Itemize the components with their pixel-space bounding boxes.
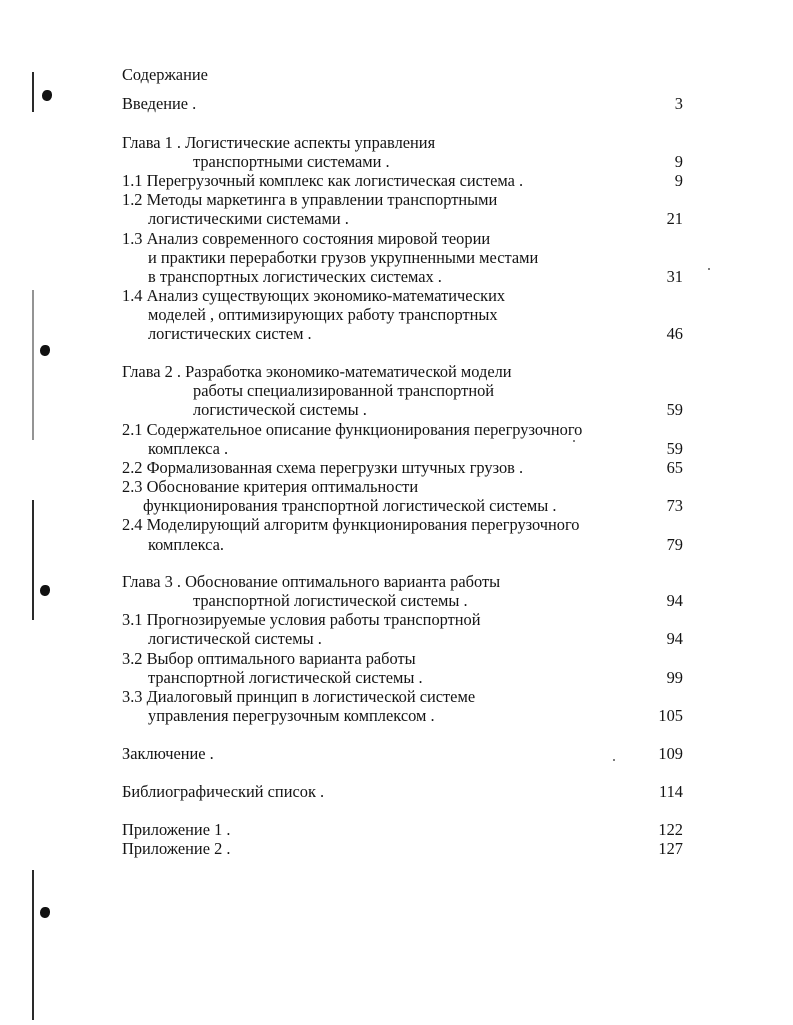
- toc-entry-text: работы специализированной транспортной: [193, 381, 495, 400]
- toc-entry-page: 31: [666, 267, 683, 286]
- scan-edge-line: [32, 870, 34, 1020]
- toc-entry: [143, 496, 683, 515]
- toc-entry: [122, 286, 683, 305]
- toc-entry-text: Заключение .: [122, 744, 214, 763]
- toc-entry-text: транспортными системами .: [193, 152, 390, 171]
- toc-entry: [193, 591, 683, 610]
- toc-entry-page: 65: [666, 458, 683, 477]
- toc-entry-page: 109: [658, 744, 683, 763]
- toc-entry-page: 3: [674, 94, 683, 113]
- toc-title-text: Содержание: [122, 65, 208, 84]
- toc-entry: [148, 324, 683, 343]
- toc-entry: [122, 820, 683, 839]
- toc-chapter-heading: [122, 133, 683, 152]
- toc-entry-text: логистической системы .: [193, 400, 367, 419]
- toc-entry-text: Глава 2 . Разработка экономико-математической модели: [122, 362, 512, 381]
- toc-entry-page: 94: [666, 629, 683, 648]
- toc-entry: [148, 248, 683, 267]
- scan-edge-line: [32, 500, 34, 620]
- punch-hole-mark: [40, 907, 50, 918]
- toc-entry-text: Введение .: [122, 94, 197, 113]
- toc-entry: [122, 94, 683, 113]
- toc-entry-text: логистической системы .: [148, 629, 322, 648]
- toc-entry-page: 79: [666, 535, 683, 554]
- toc-entry-page: 59: [666, 439, 683, 458]
- toc-entry-text: в транспортных логистических системах .: [148, 267, 442, 286]
- toc-entry: [148, 706, 683, 725]
- toc-entry-text: Библиографический список .: [122, 782, 325, 801]
- toc-entry-page: 114: [659, 782, 683, 801]
- toc-entry-text: Приложение 1 .: [122, 820, 231, 839]
- toc-entry-page: 9: [674, 152, 683, 171]
- toc-entry-text: 3.1 Прогнозируемые условия работы транспортной: [122, 610, 481, 629]
- toc-entry-text: 1.1 Перегрузочный комплекс как логистическая система .: [122, 171, 524, 190]
- punch-hole-mark: [40, 345, 50, 356]
- toc-entry-page: 21: [666, 209, 683, 228]
- toc-entry: [148, 535, 683, 554]
- toc-entry: [122, 171, 683, 190]
- toc-entry: [122, 687, 683, 706]
- toc-entry-page: 9: [674, 171, 683, 190]
- toc-entry: [122, 515, 693, 534]
- toc-entry-page: 73: [666, 496, 683, 515]
- toc-entry-text: 2.4 Моделирующий алгоритм функционирования перегрузочного: [122, 515, 580, 534]
- toc-entry-text: 2.2 Формализованная схема перегрузки штучных грузов .: [122, 458, 524, 477]
- toc-entry-text: функционирования транспортной логистической системы .: [143, 496, 557, 515]
- toc-entry-text: Глава 3 . Обоснование оптимального варианта работы: [122, 572, 501, 591]
- toc-entry-text: комплекса.: [148, 535, 225, 554]
- toc-entry-page: 122: [658, 820, 683, 839]
- toc-entry: [122, 190, 683, 209]
- toc-chapter-heading: [122, 572, 683, 591]
- punch-hole-mark: [42, 90, 52, 101]
- toc-entry: [122, 477, 683, 496]
- toc-entry-text: 1.2 Методы маркетинга в управлении транспортными: [122, 190, 498, 209]
- toc-entry: [193, 381, 683, 400]
- toc-entry-page: 99: [666, 668, 683, 687]
- scan-edge-line: [32, 72, 34, 112]
- scan-speck: [708, 268, 710, 270]
- toc-entry-text: Приложение 2 .: [122, 839, 231, 858]
- toc-entry: [148, 209, 683, 228]
- toc-entry: [122, 610, 683, 629]
- toc-entry-text: транспортной логистической системы .: [148, 668, 423, 687]
- toc-entry: [148, 305, 683, 324]
- toc-entry-text: комплекса .: [148, 439, 229, 458]
- toc-entry: [148, 439, 683, 458]
- toc-entry: [122, 229, 683, 248]
- toc-chapter-heading: [122, 362, 683, 381]
- toc-entry: [122, 839, 683, 858]
- toc-entry-page: 59: [666, 400, 683, 419]
- toc-entry: [122, 649, 683, 668]
- toc-entry-text: Глава 1 . Логистические аспекты управления: [122, 133, 436, 152]
- toc-entry: [193, 152, 683, 171]
- toc-entry-text: транспортной логистической системы .: [193, 591, 468, 610]
- toc-title: [122, 65, 683, 84]
- toc-entry: [148, 267, 683, 286]
- toc-entry-text: логистических систем .: [148, 324, 312, 343]
- toc-entry: [148, 668, 683, 687]
- scan-edge-line: [32, 290, 34, 440]
- toc-entry: [122, 458, 683, 477]
- toc-entry-text: и практики переработки грузов укрупненными местами: [148, 248, 539, 267]
- toc-entry-text: логистическими системами .: [148, 209, 349, 228]
- toc-entry: [193, 400, 683, 419]
- toc-entry-text: 3.2 Выбор оптимального варианта работы: [122, 649, 416, 668]
- toc-entry-text: управления перегрузочным комплексом .: [148, 706, 435, 725]
- punch-hole-mark: [40, 585, 50, 596]
- toc-entry: [122, 744, 683, 763]
- toc-entry-page: 105: [658, 706, 683, 725]
- toc-entry-text: моделей , оптимизирующих работу транспортных: [148, 305, 498, 324]
- toc-entry: [122, 782, 683, 801]
- toc-entry-text: 2.3 Обоснование критерия оптимальности: [122, 477, 419, 496]
- toc-entry-page: 94: [666, 591, 683, 610]
- toc-entry-text: 2.1 Содержательное описание функционирования перегрузочного: [122, 420, 583, 439]
- toc-entry-text: 1.3 Анализ современного состояния мировой теории: [122, 229, 491, 248]
- toc-entry-text: 1.4 Анализ существующих экономико-математических: [122, 286, 506, 305]
- toc-entry: [148, 629, 683, 648]
- toc-entry-page: 127: [658, 839, 683, 858]
- toc-entry: [122, 420, 693, 439]
- toc-entry-page: 46: [666, 324, 683, 343]
- toc-entry-text: 3.3 Диалоговый принцип в логистической системе: [122, 687, 476, 706]
